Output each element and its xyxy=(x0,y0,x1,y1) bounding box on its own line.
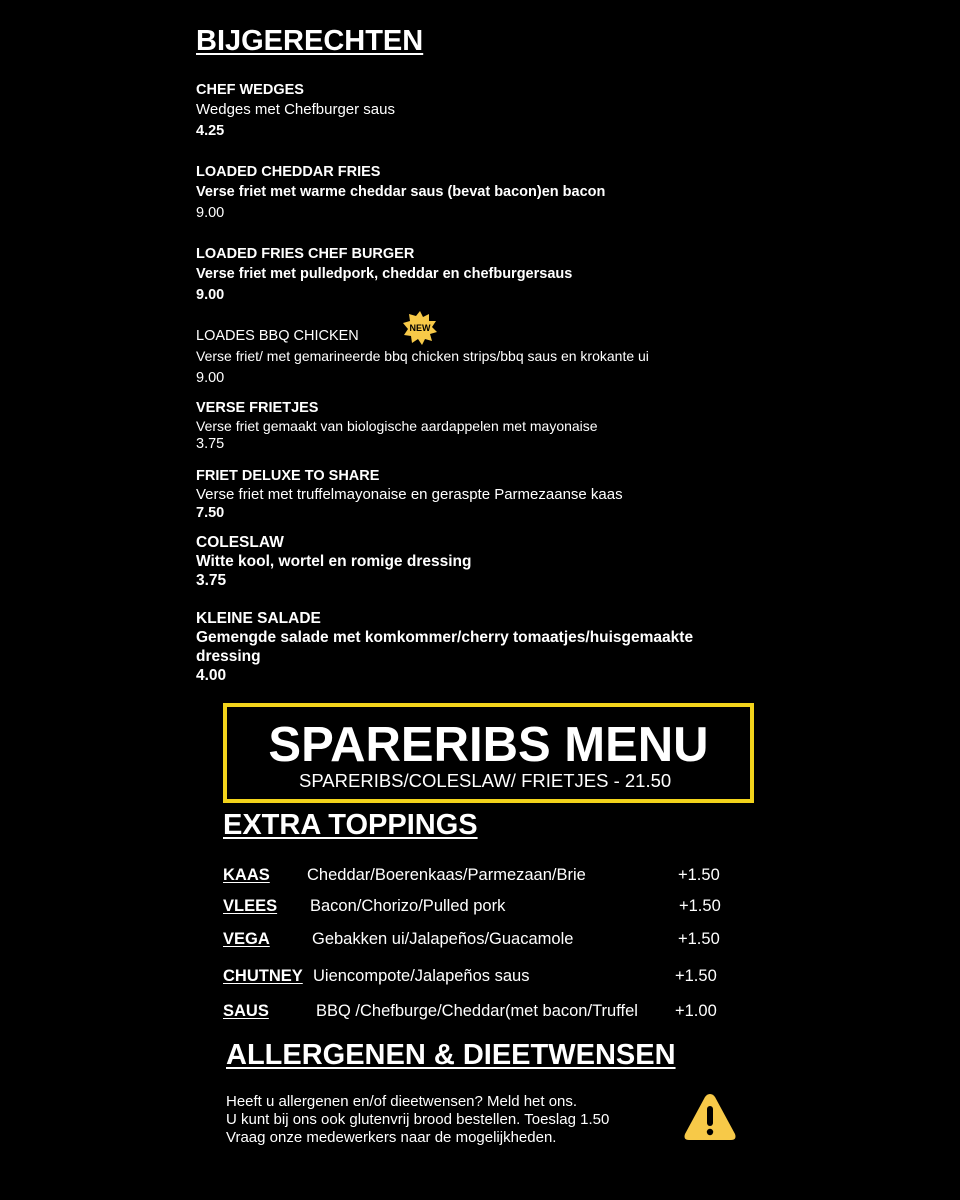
menu-item-price: 9.00 xyxy=(196,205,225,221)
menu-item-price: 4.25 xyxy=(196,123,225,139)
spareribs-title: SPARERIBS MENU xyxy=(268,718,709,772)
menu-item-name: LOADED FRIES CHEF BURGER xyxy=(196,246,415,262)
menu-item-desc: Verse friet met truffelmayonaise en geraspte Parmezaanse kaas xyxy=(196,486,623,503)
menu-item-desc: Verse friet met warme cheddar saus (bevat bacon)en bacon xyxy=(196,184,606,200)
menu-item-price: 9.00 xyxy=(196,287,225,303)
topping-label: KAAS xyxy=(223,866,270,884)
topping-label: CHUTNEY xyxy=(223,967,303,985)
menu-item-name: LOADES BBQ CHICKEN xyxy=(196,328,359,344)
allergens-text xyxy=(226,1093,676,1147)
new-badge-text: NEW xyxy=(409,323,431,333)
topping-desc: BBQ /Chefburge/Cheddar(met bacon/Truffel xyxy=(316,1002,638,1020)
topping-label: SAUS xyxy=(223,1002,269,1020)
menu-item-price: 4.00 xyxy=(196,667,227,684)
topping-label: VLEES xyxy=(223,897,278,915)
menu-item-price: 7.50 xyxy=(196,505,225,521)
menu-item-name: VERSE FRIETJES xyxy=(196,400,319,416)
menu-item-desc: Wedges met Chefburger saus xyxy=(196,101,395,118)
allergens-title: ALLERGENEN & DIEETWENSEN xyxy=(226,1039,676,1071)
menu-item-name: KLEINE SALADE xyxy=(196,610,321,627)
topping-price: +1.50 xyxy=(678,930,720,948)
topping-price: +1.00 xyxy=(675,1002,717,1020)
allergens-line: U kunt bij ons ook glutenvrij brood bestellen. Toeslag 1.50 xyxy=(226,1111,610,1128)
allergens-line: Vraag onze medewerkers naar de mogelijkheden. xyxy=(226,1129,557,1146)
menu-item-price: 3.75 xyxy=(196,436,225,452)
menu-item-desc: Witte kool, wortel en romige dressing xyxy=(196,553,472,570)
topping-desc: Bacon/Chorizo/Pulled pork xyxy=(310,897,506,915)
new-badge-icon xyxy=(402,310,438,346)
menu-item-desc: Verse friet met pulledpork, cheddar en chefburgersaus xyxy=(196,266,573,282)
menu-item-name: LOADED CHEDDAR FRIES xyxy=(196,164,381,180)
menu-item-desc: Verse friet/ met gemarineerde bbq chicken strips/bbq saus en krokante ui xyxy=(196,348,649,364)
menu-item-desc-cont: dressing xyxy=(196,648,261,665)
topping-label: VEGA xyxy=(223,930,270,948)
topping-price: +1.50 xyxy=(678,866,720,884)
spareribs-box xyxy=(223,703,754,803)
sides-title: BIJGERECHTEN xyxy=(196,25,424,57)
topping-desc: Cheddar/Boerenkaas/Parmezaan/Brie xyxy=(307,866,586,884)
menu-item-name: CHEF WEDGES xyxy=(196,82,304,98)
topping-price: +1.50 xyxy=(679,897,721,915)
topping-desc: Uiencompote/Jalapeños saus xyxy=(313,967,530,985)
topping-desc: Gebakken ui/Jalapeños/Guacamole xyxy=(312,930,574,948)
topping-price: +1.50 xyxy=(675,967,717,985)
menu-item-desc: Gemengde salade met komkommer/cherry tomaatjes/huisgemaakte xyxy=(196,629,694,646)
warning-icon xyxy=(683,1091,737,1143)
spareribs-subtitle: SPARERIBS/COLESLAW/ FRIETJES - 21.50 xyxy=(299,770,672,791)
allergens-line: Heeft u allergenen en/of dieetwensen? Meld het ons. xyxy=(226,1093,578,1110)
menu-item-desc: Verse friet gemaakt van biologische aardappelen met mayonaise xyxy=(196,418,598,434)
menu-item-price: 3.75 xyxy=(196,572,227,589)
menu-item-price: 9.00 xyxy=(196,370,225,386)
toppings-title: EXTRA TOPPINGS xyxy=(223,809,478,841)
menu-item-name: FRIET DELUXE TO SHARE xyxy=(196,468,380,484)
menu-item-name: COLESLAW xyxy=(196,534,284,551)
